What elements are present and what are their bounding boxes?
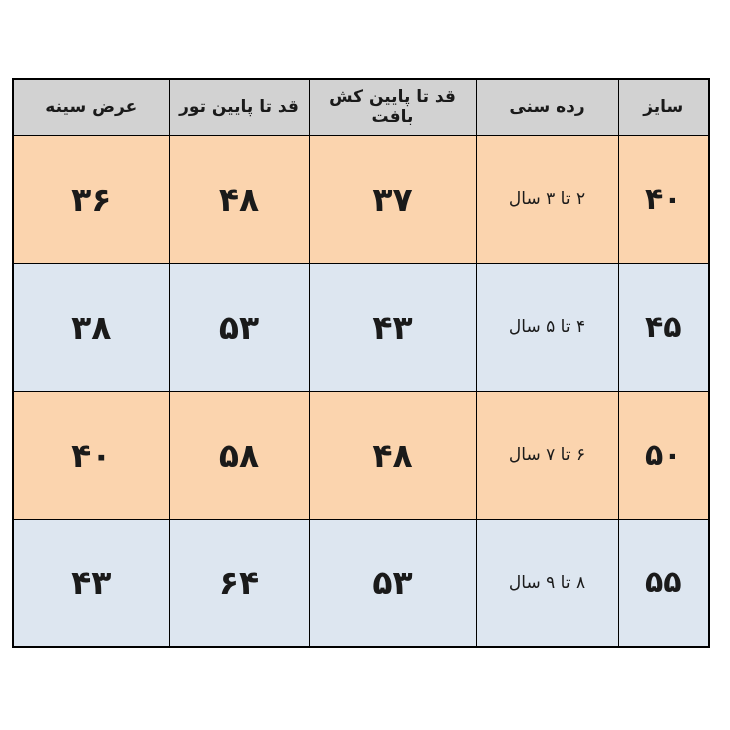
table-row [13,135,709,263]
cell-length-to-knit-hem: ۴۳ [309,263,476,391]
cell-length-to-tulle-hem: ۴۸ [169,135,309,263]
cell-length-to-knit-hem: ۴۸ [309,391,476,519]
cell-size: ۵۰ [618,391,709,519]
cell-chest-width: ۳۸ [13,263,169,391]
table-body [13,135,709,647]
cell-length-to-tulle-hem: ۶۴ [169,519,309,647]
cell-age-range: ۸ تا ۹ سال [476,519,618,647]
column-header-length-to-knit-hem: قد تا پایین کش بافت [309,79,476,135]
cell-length-to-knit-hem: ۵۳ [309,519,476,647]
cell-length-to-tulle-hem: ۵۸ [169,391,309,519]
table-row [13,263,709,391]
cell-size: ۵۵ [618,519,709,647]
cell-chest-width: ۴۳ [13,519,169,647]
table-row [13,519,709,647]
cell-length-to-tulle-hem: ۵۳ [169,263,309,391]
cell-size: ۴۵ [618,263,709,391]
column-header-length-to-tulle-hem: قد تا پایین تور [169,79,309,135]
cell-chest-width: ۳۶ [13,135,169,263]
table-header-row [13,79,709,135]
column-header-chest-width: عرض سینه [13,79,169,135]
cell-age-range: ۴ تا ۵ سال [476,263,618,391]
cell-age-range: ۲ تا ۳ سال [476,135,618,263]
column-header-size: سایز [618,79,709,135]
cell-chest-width: ۴۰ [13,391,169,519]
table-row [13,391,709,519]
column-header-age-range: رده سنی [476,79,618,135]
cell-length-to-knit-hem: ۳۷ [309,135,476,263]
cell-size: ۴۰ [618,135,709,263]
cell-age-range: ۶ تا ۷ سال [476,391,618,519]
size-chart-table [12,78,710,648]
